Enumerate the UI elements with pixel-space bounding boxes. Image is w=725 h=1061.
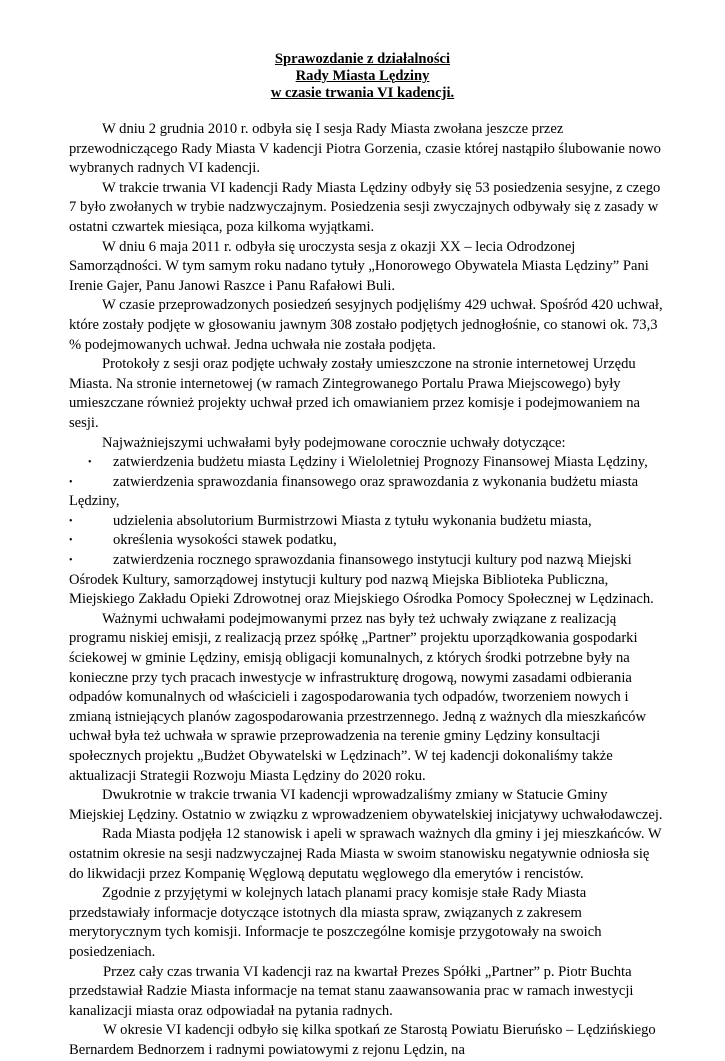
- list-item: [69, 512, 665, 532]
- list-item-text: udzielenia absolutorium Burmistrzowi Miasta z tytułu wykonania budżetu miasta,: [113, 512, 592, 529]
- paragraph-10: Zgodnie z przyjętymi w kolejnych latach planami pracy komisje stałe Rady Miasta przedstawiały informacje dotyczące istotnych dla miasta spraw, związanych z zakresem merytorycznym tych komisji. Informacje te poszczególne komisje przygotowały na swoich posiedzeniach.: [69, 885, 602, 960]
- bullet-icon: •: [69, 515, 73, 527]
- paragraph-1: W dniu 2 grudnia 2010 r. odbyła się I sesja Rady Miasta zwołana jeszcze przez przewodniczącego Rady Miasta V kadencji Piotra Gorzenia, czasie której nastąpiło ślubowanie nowo wybranych radnych VI kadencji.: [69, 121, 661, 177]
- list-item-text: zatwierdzenia sprawozdania finansowego oraz sprawozdania z wykonania budżetu miasta Lędziny,: [69, 473, 639, 510]
- paragraph-5: Protokoły z sesji oraz podjęte uchwały zostały umieszczone na stronie internetowej Urzędu Miasta. Na stronie internetowej (w ramach Zintegrowanego Portalu Prawa Miejscowego) były umieszczane również projekty uchwał przed ich omawianiem przez komisje i podejmowaniem na sesji.: [69, 356, 640, 431]
- title-line-1: Sprawozdanie z działalności: [274, 51, 451, 67]
- list-item: [69, 551, 665, 610]
- bullet-icon: •: [69, 476, 73, 488]
- paragraph-8: Dwukrotnie w trakcie trwania VI kadencji wprowadzaliśmy zmiany w Statucie Gminy Miejskiej Lędziny. Ostatnio w związku z wprowadzeniem obywatelskiej inicjatywy uchwałodawczej.: [69, 787, 663, 823]
- title-line-3: w czasie trwania VI kadencji.: [270, 85, 455, 101]
- document-body: [69, 120, 665, 1061]
- title-line-2: Rady Miasta Lędziny: [295, 68, 430, 84]
- bullet-icon: •: [69, 555, 73, 567]
- list-item-text: zatwierdzenia budżetu miasta Lędziny i Wieloletniej Prognozy Finansowej Miasta Lędziny,: [113, 454, 648, 471]
- document-title: [0, 51, 725, 102]
- list-item: [69, 453, 665, 473]
- bullet-icon: •: [88, 457, 92, 469]
- paragraph-6: Najważniejszymi uchwałami były podejmowane corocznie uchwały dotyczące:: [102, 434, 566, 451]
- paragraph-3: W dniu 6 maja 2011 r. odbyła się uroczysta sesja z okazji XX – lecia Odrodzonej Samorządności. W tym samym roku nadano tytuły „Honorowego Obywatela Miasta Lędziny” Pani Irenie Gajer, Panu Janowi Raszce i Panu Rafałowi Buli.: [69, 238, 649, 294]
- paragraph-7: Ważnymi uchwałami podejmowanymi przez nas były też uchwały związane z realizacją programu niskiej emisji, z realizacją przez spółkę „Partner” projektu uporządkowania gospodarki ściekowej w gminie Lędziny, emisją obligacji komunalnych, z których środki potrzebne były na konieczne przy tych pracach inwestycje w infrastrukturę drogową, nowymi zasadami odbierania odpadów komunalnych od właścicieli i zagospodarowania tych odpadów, tworzeniem nowych i zmianą istniejących planów zagospodarowania przestrzennego. Jedną z ważnych dla mieszkańców uchwał była też uchwała w sprawie przeprowadzenia na terenie gminy Lędziny konsultacji społecznych projektu „Budżet Obywatelski w Lędzinach”. W tej kadencji dokonaliśmy także aktualizacji Strategii Rozwoju Miasta Lędziny do 2020 roku.: [69, 610, 647, 784]
- paragraph-4: W czasie przeprowadzonych posiedzeń sesyjnych podjęliśmy 429 uchwał. Spośród 420 uchwał, które zostały podjęte w głosowaniu jawnym 308 zostało podjętych jednogłośnie, co stanowi ok. 73,3 % podejmowanych uchwał. Jedna uchwała nie została podjęta.: [69, 297, 663, 353]
- paragraph-12: W okresie VI kadencji odbyło się kilka spotkań ze Starostą Powiatu Bieruńsko – Lędzińskiego Bernardem Bednorzem i radnymi powiatowymi z rejonu Lędzin, na: [69, 1022, 656, 1058]
- paragraph-9: Rada Miasta podjęła 12 stanowisk i apeli w sprawach ważnych dla gminy i jej mieszkańców. W ostatnim okresie na sesji nadzwyczajnej Rada Miasta w swoim stanowisku negatywnie odniosła się do likwidacji przez Kompanię Węglową deputatu węglowego dla emerytów i rencistów.: [69, 826, 662, 882]
- list-item-text: zatwierdzenia rocznego sprawozdania finansowego instytucji kultury pod nazwą Miejski Ośrodek Kultury, samorządowej instytucji kultury pod nazwą Miejska Biblioteka Publiczna, Miejskiego Zakładu Opieki Zdrowotnej oraz Miejskiego Ośrodka Pomocy Społecznej w Lędzinach.: [69, 552, 654, 608]
- paragraph-11: Przez cały czas trwania VI kadencji raz na kwartał Prezes Spółki „Partner” p. Piotr Buchta przedstawiał Radzie Miasta informacje na temat stanu zaawansowania prac w ramach inwestycji kanalizacji miasta oraz odpowiadał na pytania radnych.: [69, 963, 634, 1019]
- list-item-text: określenia wysokości stawek podatku,: [113, 532, 337, 549]
- list-item: [69, 473, 665, 512]
- list-item: [69, 531, 665, 551]
- paragraph-2: W trakcie trwania VI kadencji Rady Miasta Lędziny odbyły się 53 posiedzenia sesyjne, z czego 7 było zwołanych w trybie nadzwyczajnym. Posiedzenia sesji zwyczajnych odbywały się z zasady w ostatni czwartek miesiąca, poza kilkoma wyjątkami.: [69, 179, 661, 235]
- bullet-icon: •: [69, 535, 73, 547]
